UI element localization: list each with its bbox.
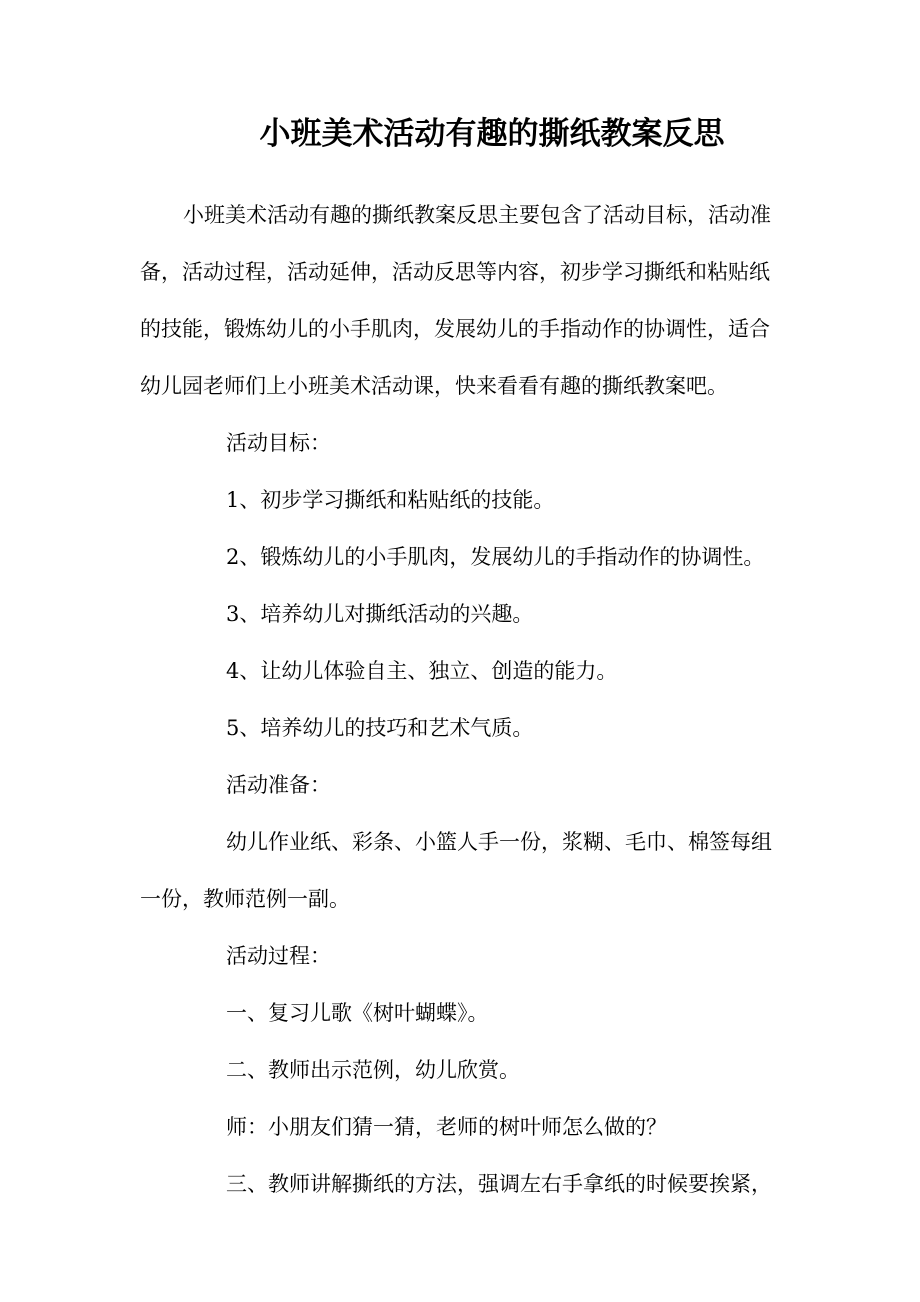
- intro-paragraph: [140, 187, 788, 415]
- intro-line: 备，活动过程，活动延伸，活动反思等内容，初步学习撕纸和粘贴纸: [140, 260, 770, 284]
- process-item: 一、复习儿歌《树叶蝴蝶》。: [226, 1001, 489, 1025]
- page-title: 小班美术活动有趣的撕纸教案反思: [259, 116, 725, 152]
- prep-paragraph: [140, 814, 788, 928]
- intro-line: 幼儿园老师们上小班美术活动课，快来看看有趣的撕纸教案吧。: [140, 374, 728, 398]
- process-item: 二、教师出示范例，幼儿欣赏。: [226, 1058, 520, 1082]
- process-heading: 活动过程：: [226, 944, 331, 968]
- goal-item: 5、培养幼儿的技巧和艺术气质。: [226, 716, 534, 740]
- document-body: [140, 187, 788, 1213]
- goal-item: 4、让幼儿体验自主、独立、创造的能力。: [226, 659, 618, 683]
- goal-item: 1、初步学习撕纸和粘贴纸的技能。: [226, 488, 555, 512]
- goal-item: 2、锻炼幼儿的小手肌肉，发展幼儿的手指动作的协调性。: [226, 545, 765, 569]
- intro-line: 的技能，锻炼幼儿的小手肌肉，发展幼儿的手指动作的协调性，适合: [140, 317, 770, 341]
- prep-line: 幼儿作业纸、彩条、小篮人手一份，浆糊、毛巾、棉签每组: [226, 830, 772, 854]
- intro-line: 小班美术活动有趣的撕纸教案反思主要包含了活动目标，活动准: [183, 203, 771, 227]
- goals-heading: 活动目标：: [226, 431, 331, 455]
- prep-line: 一份，教师范例一副。: [140, 887, 350, 911]
- goal-item: 3、培养幼儿对撕纸活动的兴趣。: [226, 602, 534, 626]
- process-item: 师：小朋友们猜一猜，老师的树叶师怎么做的？: [226, 1115, 667, 1139]
- process-item: 三、教师讲解撕纸的方法，强调左右手拿纸的时候要挨紧，: [226, 1172, 772, 1196]
- prep-heading: 活动准备：: [226, 773, 331, 797]
